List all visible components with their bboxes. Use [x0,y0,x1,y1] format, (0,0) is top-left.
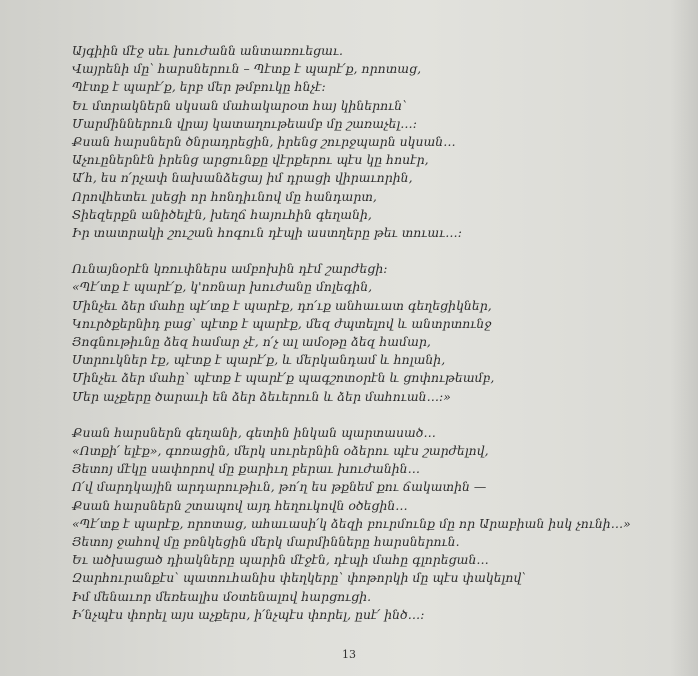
poem-line: Ունայնօրէն կռուփներս ամբոխին դէմ շարժեցի: [72,261,388,277]
page-number: 13 [342,648,356,661]
poem-line: Մեր աչքերը ծարաւի են ձեր ձեւերուն և ձեր մահուան…:» [72,388,451,404]
poem-line: Որովհետեւ լսեցի որ հոնդիւնով մը հանդարտ, [72,188,377,204]
poem-line: Իր տատրակի շուշան հոգուն դէպի աստղերը թեւ տուաւ…: [72,225,462,241]
poem-line: Մարմիններուն վրայ կատաղութեամբ մը շառաչել…: [72,115,417,131]
poem-line: Մինչեւ ձեր մահը՝ պէտք է պարէ՛ք պագշոտօրէն և ցոփութեամբ, [72,370,495,386]
stanza-2 [72,260,672,406]
poem-line: Կուրծքերնիդ բաց՝ պէտք է պարէք, մեզ ժպտելով և անտրտունջ [72,315,492,331]
poem-line: Վայրենի մը՝ հարսներուն – Պէտք է պարէ՛ք, որոտաց, [72,61,422,77]
poem-line: Զարհուրանքէս՝ պատուհանիս փեղկերը՝ փոթորկի մը պէս փակելով՝ [72,570,526,586]
poem-line: Եւ մտրակներն սկսան մահակարօտ հայ կիներուն՝ [72,97,407,113]
stanza-1 [72,42,672,242]
poem-line: Քսան հարսներն ծնրադրեցին, իրենց շուրջպարն սկսան… [72,134,456,150]
poem-line: Ստրուկներ էք, պէտք է պարէ՛ք, և մերկանդամ և հոլանի, [72,352,446,368]
poem-line: Աչուըներնէն իրենց արցունքը վէրքերու պէս կը հոսէր, [72,152,429,168]
poem-text [72,42,672,642]
poem-line: Քսան հարսներն գեղանի, գետին ինկան պարտասած… [72,424,436,440]
poem-line: Ո՛վ մարդկային արդարութիւն, թո՛ղ ես թքնեմ քու ճակատին — [72,479,487,495]
poem-line: Պէտք է պարէ՛ք, երբ մեր թմբուկը հնչէ: [72,79,326,95]
poem-line: «Պէ՛տք է պարէ՛ք, կ'ոռնար խուժանը մոլեգին, [72,279,373,295]
poem-line: Յոգնութիւնը ձեզ համար չէ, ո՛չ ալ ամօթը ձեզ համար, [72,334,431,350]
poem-line: Ի՛նչպէս փորել այս աչքերս, ի՛նչպէս փորել, ըսէ՛ ինծ…: [72,606,425,622]
poem-line: Տիեզերքն անիծելէն, խեղճ հայուհին գեղանի, [72,206,372,222]
poem-line: Այգիին մէջ սեւ խուժանն անտառուեցաւ. [72,43,344,58]
poem-line: Յետոյ ջահով մը բռնկեցին մերկ մարմինները հարսներուն. [72,534,460,550]
poem-line: Մինչեւ ձեր մահը պէ՛տք է պարէք, դո՛ւք անհաւատ գեղեցիկներ, [72,297,492,313]
poem-line: Քսան հարսներն շտապով այդ հեղուկովն օծեցին… [72,497,408,513]
poem-line: «Պէ՛տք է պարէք, որոտաց, ահաւասի՛կ ձեզի բուրմունք մը որ Արաբիան իսկ չունի…» [72,515,631,531]
poem-line: Յետոյ մէկը սափորով մը քարիւղ բերաւ խուժանին… [72,461,421,477]
stanza-3 [72,424,672,624]
poem-line: Իմ մենաւոր մեռեալիս մօտենալով հարցուցի. [72,588,372,604]
poem-line: Եւ ածխացած դիակները պարին մէջէն, դէպի մահը գլորեցան… [72,552,489,568]
poem-line: «Ոտքի՛ ելէք», գոռացին, մերկ սուրերնին օձերու պէս շարժելով, [72,443,489,459]
poem-line: Ա՛հ, ես ո՛րչափ նախանձեցայ իմ դրացի վիրաւորին, [72,170,413,186]
